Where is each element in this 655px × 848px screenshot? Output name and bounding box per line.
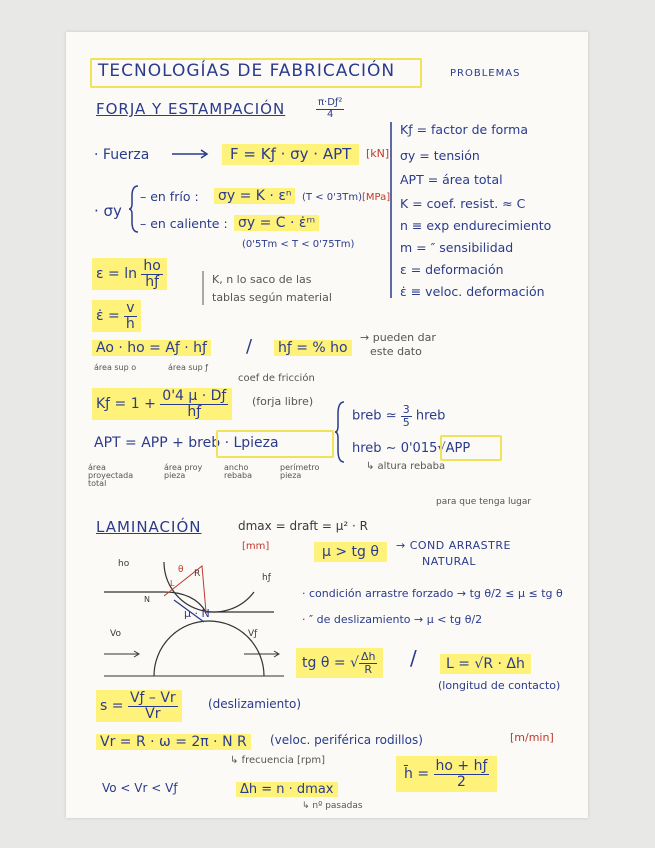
- volume-formula: Ao · ho = Aƒ · hƒ: [92, 340, 211, 356]
- frio-label: – en frío :: [140, 189, 199, 204]
- diag-L: L: [170, 579, 175, 588]
- epsdot-den: h: [125, 315, 135, 332]
- s-den: Vr: [145, 705, 161, 722]
- diag-muN: μ · N: [184, 607, 210, 620]
- altura-rebaba: ↳ altura rebaba: [366, 461, 446, 472]
- kf-den: hƒ: [187, 403, 202, 420]
- caliente-formula: σy = C · ε̇ᵐ: [234, 215, 319, 231]
- kf-lhs: Kƒ = 1 +: [96, 396, 156, 413]
- forja-heading: FORJA Y ESTAMPACIÓN: [96, 100, 286, 118]
- def-sigma: σy = tensión: [400, 148, 480, 163]
- hbar-lhs: h̄ =: [404, 766, 430, 783]
- def-k: K = coef. resist. ≈ C: [400, 196, 526, 211]
- pueden-2: este dato: [370, 345, 422, 358]
- side-fraction: [316, 98, 344, 120]
- apt-formula: APT = APP + breb · Lpieza: [94, 435, 279, 451]
- caliente-range: (0'5Tm < T < 0'75Tm): [242, 239, 355, 250]
- s-lhs: s =: [100, 698, 124, 715]
- dh-formula: Δh = n · dmax: [236, 782, 338, 797]
- eps-num: ho: [143, 258, 161, 274]
- fuerza-unit: [kN]: [366, 147, 390, 160]
- apt-label-total: área proyectada total: [88, 463, 134, 488]
- area-sup-o: área sup o: [94, 363, 137, 372]
- kf-formula: [92, 388, 232, 420]
- epsdot-formula: [92, 300, 141, 332]
- page-title: TECNOLOGÍAS DE FABRICACIÓN: [98, 61, 396, 81]
- hreb-box: [440, 435, 502, 461]
- mpa-unit: [MPa]: [362, 192, 391, 203]
- breb-formula: [352, 404, 445, 428]
- tg-formula: tg θ = √ $\frac{\Delta h}{R}$: [296, 648, 383, 678]
- hbar-den: 2: [456, 773, 466, 790]
- s-num: Vƒ – Vr: [129, 690, 176, 706]
- vr-unit: [m/min]: [510, 731, 554, 744]
- frio-range: (T < 0'3Tm): [302, 192, 362, 203]
- apt-label-perim: perímetro pieza: [280, 463, 320, 480]
- kn-note-2: tablas según material: [212, 291, 332, 304]
- def-n: n ≡ exp endurecimiento: [400, 218, 552, 233]
- diag-R: R: [194, 569, 201, 579]
- epsdot-lhs: ε̇ =: [96, 308, 120, 325]
- forzado-text: · condición arrastre forzado → tg θ/2 ≤ μ ≤ tg θ: [302, 587, 563, 600]
- hf-formula: hƒ = % ho: [274, 340, 352, 356]
- laminacion-heading: LAMINACIÓN: [96, 518, 202, 536]
- sigma-label: · σy: [94, 202, 122, 220]
- caliente-label: – en caliente :: [140, 216, 228, 231]
- diag-vf: Vƒ: [248, 629, 258, 639]
- def-m: m = ″ sensibilidad: [400, 240, 514, 255]
- diag-hf: hƒ: [262, 573, 271, 583]
- cond-text-2: NATURAL: [422, 555, 477, 568]
- arrow-icon: [170, 149, 210, 159]
- notes-sheet: [66, 32, 588, 818]
- rebaba-brace-icon: [334, 400, 346, 464]
- dmax-formula: dmax = draft = μ² · R: [238, 519, 368, 533]
- breb-den: 5: [402, 415, 410, 429]
- sigma-brace-icon: [128, 184, 140, 234]
- diag-N: N: [144, 595, 150, 604]
- diag-ho: ho: [118, 559, 130, 569]
- diag-theta: θ: [178, 565, 184, 575]
- def-epsdot: ε̇ ≡ veloc. deformación: [400, 284, 545, 299]
- pueden-1: → pueden dar: [360, 331, 436, 344]
- hbar-formula: [396, 756, 497, 792]
- def-eps: ε = deformación: [400, 262, 504, 277]
- vr-formula: Vr = R · ω = 2π · N R: [96, 734, 251, 750]
- epsdot-num: v: [126, 300, 135, 316]
- vr-note: (veloc. periférica rodillos): [270, 733, 423, 747]
- tg-den: R: [364, 662, 373, 676]
- vo-arrow: [104, 651, 139, 657]
- hbar-num: ho + hƒ: [435, 758, 488, 774]
- velocity-ineq: Vo < Vr < Vƒ: [102, 781, 178, 795]
- fuerza-formula: F = Kƒ · σy · APT: [222, 144, 359, 165]
- epsilon-formula: [92, 258, 167, 290]
- apt-label-ancho: ancho rebaba: [224, 463, 252, 480]
- hreb-formula: hreb ∼ 0'015√APP: [352, 441, 471, 456]
- breb-rhs: hreb: [415, 408, 446, 424]
- page-subtitle: PROBLEMAS: [450, 68, 521, 79]
- cond-text-1: → COND ARRASTRE: [396, 539, 511, 552]
- side-num: π·Dƒ²: [318, 97, 343, 108]
- area-sup-f: área sup ƒ: [168, 363, 209, 372]
- desliz-text: · ″ de deslizamiento → μ < tg θ/2: [302, 613, 483, 626]
- kn-note-1: K, n lo saco de las: [212, 273, 312, 286]
- tg-num: Δh: [360, 650, 376, 663]
- cond-formula: μ > tg θ: [314, 542, 387, 562]
- eps-lhs: ε = ln: [96, 266, 137, 283]
- diag-vo: Vo: [110, 629, 121, 639]
- para-que: para que tenga lugar: [436, 497, 532, 507]
- desliz-label: (deslizamiento): [208, 697, 301, 711]
- L-formula: L = √R · Δh: [440, 654, 531, 674]
- def-kf: Kƒ = factor de forma: [400, 122, 529, 137]
- breb-num: 3: [402, 403, 410, 416]
- kf-num: 0'4 μ · Dƒ: [162, 388, 227, 404]
- tg-lhs: tg θ =: [302, 655, 346, 672]
- longitud-contacto: (longitud de contacto): [438, 679, 561, 692]
- breb-lhs: breb ≃: [352, 408, 397, 424]
- pasadas: ↳ nº pasadas: [302, 801, 363, 811]
- fuerza-label: · Fuerza: [94, 147, 150, 163]
- kn-divider: [200, 270, 206, 306]
- eps-den: hƒ: [145, 273, 160, 290]
- slash-divider-2: /: [410, 646, 417, 670]
- slash-divider: /: [246, 336, 253, 357]
- def-apt: APT = área total: [400, 172, 503, 187]
- s-formula: [96, 690, 182, 722]
- frecuencia: ↳ frecuencia [rpm]: [230, 755, 326, 766]
- side-den: 4: [327, 108, 334, 120]
- frio-formula: σy = K · εⁿ: [214, 188, 295, 204]
- forja-libre: (forja libre): [252, 395, 314, 408]
- mm-unit: [mm]: [242, 541, 270, 552]
- apt-lpieza-box: [216, 430, 334, 458]
- apt-label-proy: área proy pieza: [164, 463, 203, 480]
- coef-friccion: coef de fricción: [238, 373, 315, 384]
- vf-arrow: [244, 651, 279, 657]
